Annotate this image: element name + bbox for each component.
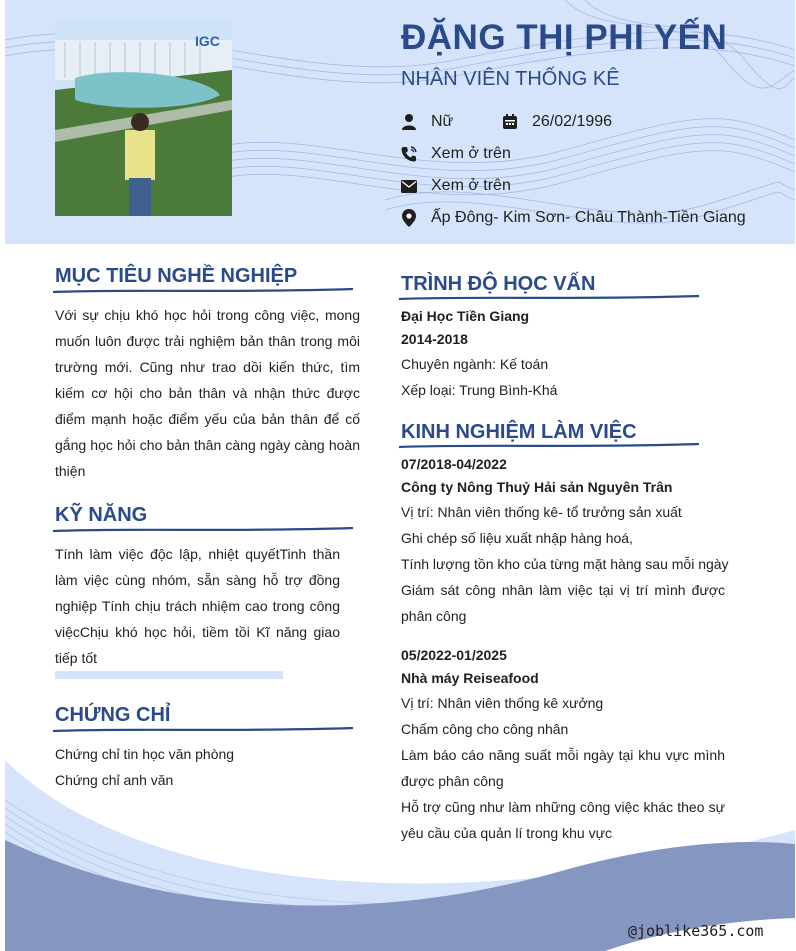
skills-title: KỸ NĂNG	[55, 504, 148, 526]
phone-icon	[401, 145, 417, 163]
education-major: Chuyên ngành: Kế toán	[401, 356, 549, 372]
phone-value: Xem ở trên	[431, 145, 511, 162]
location-pin-icon	[401, 209, 417, 227]
watermark-text: @joblike365.com	[628, 922, 764, 940]
job-title: NHÂN VIÊN THỐNG KÊ	[401, 68, 620, 90]
gender-row	[401, 113, 453, 131]
job-company: Nhà máy Reiseafood	[401, 670, 539, 686]
job-detail: Tính lượng tồn kho của từng mặt hàng sau mỗi ngày	[401, 556, 729, 572]
email-row	[401, 177, 511, 195]
job-detail: Làm báo cáo năng suất mỗi ngày tại khu vực mình được phân công	[401, 747, 725, 789]
job-detail: Hỗ trợ cũng như làm những công việc khác theo sự yêu cầu của quản lí trong khu vực	[401, 799, 725, 841]
education-underline	[399, 294, 699, 302]
education-years: 2014-2018	[401, 331, 468, 347]
certificate-item: Chứng chỉ anh văn	[55, 772, 174, 788]
experience-title: KINH NGHIỆM LÀM VIỆC	[401, 421, 637, 443]
calendar-icon	[502, 113, 518, 131]
address-row	[401, 209, 746, 227]
objective-underline	[53, 287, 353, 295]
job-detail: Vị trí: Nhân viên thống kê xưởng	[401, 695, 604, 711]
certificate-item: Chứng chỉ tin học văn phòng	[55, 746, 235, 762]
gender-value: Nữ	[431, 113, 454, 130]
certificates-underline	[53, 726, 353, 734]
job-detail: Ghi chép số liệu xuất nhập hàng hoá,	[401, 530, 633, 546]
envelope-icon	[401, 177, 417, 195]
email-value: Xem ở trên	[431, 177, 511, 194]
education-grade: Xếp loại: Trung Bình-Khá	[401, 382, 558, 398]
experience-underline	[399, 442, 699, 450]
phone-row	[401, 145, 511, 163]
education-title: TRÌNH ĐỘ HỌC VẤN	[401, 273, 596, 295]
job-detail: Giám sát công nhân làm việc tại vị trí mình được phân công	[401, 582, 725, 624]
objective-title: MỤC TIÊU NGHỀ NGHIỆP	[55, 265, 298, 287]
job-period: 07/2018-04/2022	[401, 456, 507, 472]
certificates-title: CHỨNG CHỈ	[55, 704, 171, 726]
birthdate-value: 26/02/1996	[532, 113, 613, 130]
job-company: Công ty Nông Thuỷ Hải sản Nguyên Trân	[401, 479, 673, 495]
profile-photo	[55, 20, 232, 216]
address-value: Ấp Đông- Kim Sơn- Châu Thành-Tiền Giang	[431, 209, 746, 226]
skill-level-bar	[55, 671, 283, 679]
skills-text: Tính làm việc độc lập, nhiệt quyếtTinh thần làm việc cùng nhóm, sẵn sàng hỗ trợ đồng nghiệp Tính chịu trách nhiệm cao trong công việcChịu khó học hỏi, tiềm tồi Kĩ năng giao tiếp tốt	[55, 546, 340, 666]
birthdate-row	[502, 113, 612, 131]
job-detail: Vị trí: Nhân viên thống kê- tổ trưởng sản xuất	[401, 504, 682, 520]
svg-text:IGC: IGC	[195, 33, 220, 49]
candidate-name: ĐẶNG THỊ PHI YẾN	[401, 18, 728, 57]
person-icon	[401, 113, 417, 131]
objective-text: Với sự chịu khó học hỏi trong công việc, mong muốn luôn được trải nghiệm bản thân trong môi trường mới. Cũng như trao dồi kiến thức, tìm kiếm cơ hội cho bản thân và nhận thức được điểm mạnh hoặc điểm yếu của bản thân để cố gắng học hỏi cho bản thân càng ngày càng hoàn thiện	[55, 307, 360, 479]
job-period: 05/2022-01/2025	[401, 647, 507, 663]
school-name: Đại Học Tiền Giang	[401, 308, 530, 324]
job-detail: Chấm công cho công nhân	[401, 721, 569, 737]
cv-page	[5, 0, 795, 951]
skills-underline	[53, 526, 353, 534]
